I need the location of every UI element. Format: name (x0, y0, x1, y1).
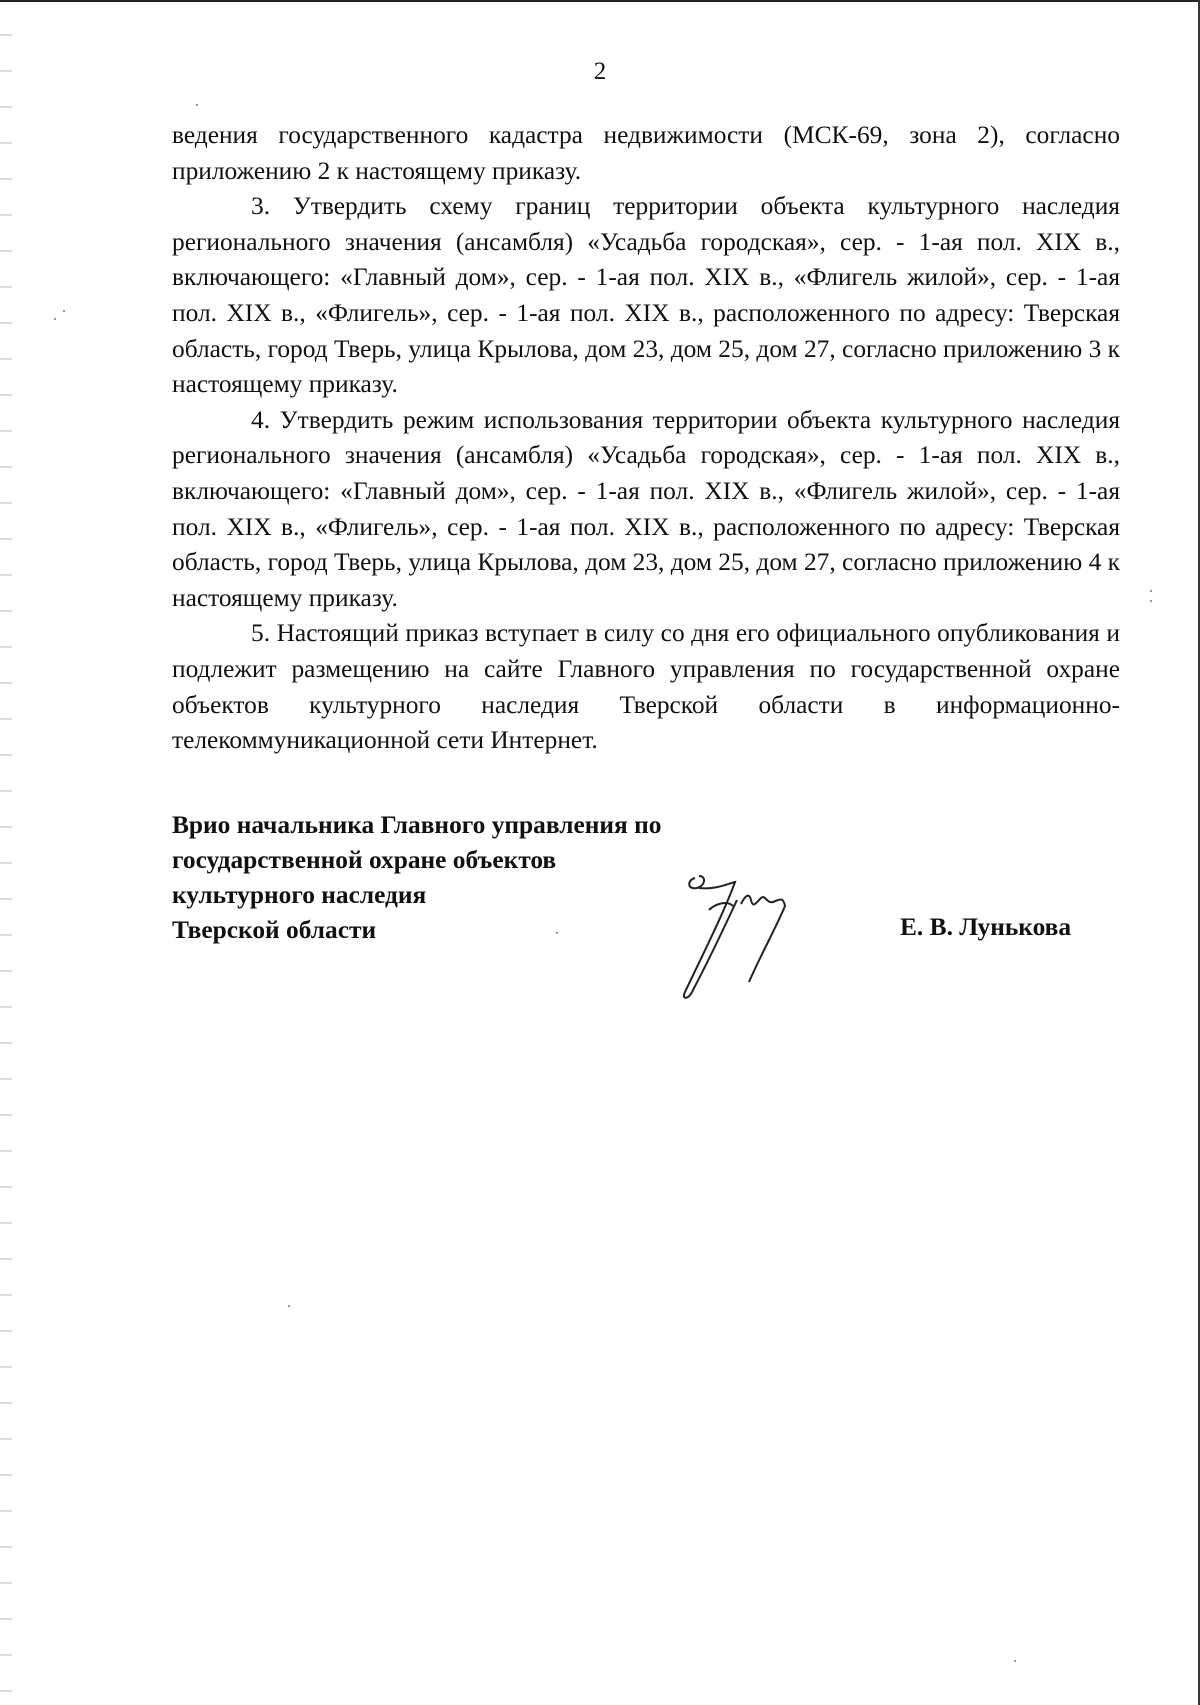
scan-speck (1014, 1660, 1016, 1662)
signatory-position (172, 808, 661, 948)
scan-speck (196, 104, 198, 106)
scan-speck (63, 310, 65, 312)
handwritten-signature (675, 870, 855, 1010)
scan-edge-marks (0, 0, 12, 1705)
paragraph-item-5: 5. Настоящий приказ вступает в силу со дня его официального опубликования и подлежит размещению на сайте Главного управления по государственной охране объектов культурного наследия Тверской области в информационно-телекоммуникационной сети Интернет. (172, 619, 1120, 755)
scan-speck (54, 318, 56, 320)
page-number: 2 (593, 58, 607, 85)
paragraph-item-3: 3. Утвердить схему границ территории объекта культурного наследия регионального значения (ансамбля) «Усадьба городская», сер. - 1-ая пол. XIX в., включающего: «Главный дом», сер. - 1-ая пол. XIX в., «Флигель жилой», сер. - 1-ая пол. XIX в., «Флигель», сер. - 1-ая пол. XIX в., расположенного по адресу: Тверская область, город Тверь, улица Крылова, дом 23, дом 25, дом 27, согласно приложению 3 к настоящему приказу. (172, 192, 1120, 399)
paragraph-intro: ведения государственного кадастра недвижимости (МСК-69, зона 2), согласно приложению 2 к настоящему приказу. (172, 121, 1120, 185)
scan-speck (1150, 590, 1152, 592)
position-line: Врио начальника Главного управления по (172, 811, 662, 839)
scan-speck (1150, 600, 1152, 602)
position-line: Тверской области (172, 916, 377, 944)
position-line: государственной охране объектов (172, 846, 557, 874)
scan-speck (288, 1305, 290, 1307)
document-body (172, 118, 1120, 759)
scan-border-top (0, 0, 1200, 2)
signer-name: Е. В. Лунькова (900, 913, 1072, 941)
paragraph-item-4: 4. Утвердить режим использования территории объекта культурного наследия регионального значения (ансамбля) «Усадьба городская», сер. - 1-ая пол. XIX в., включающего: «Главный дом», сер. - 1-ая пол. XIX в., «Флигель жилой», сер. - 1-ая пол. XIX в., «Флигель», сер. - 1-ая пол. XIX в., расположенного по адресу: Тверская область, город Тверь, улица Крылова, дом 23, дом 25, дом 27, согласно приложению 4 к настоящему приказу. (172, 405, 1120, 612)
scan-speck (556, 932, 558, 934)
position-line: культурного наследия (172, 881, 427, 909)
